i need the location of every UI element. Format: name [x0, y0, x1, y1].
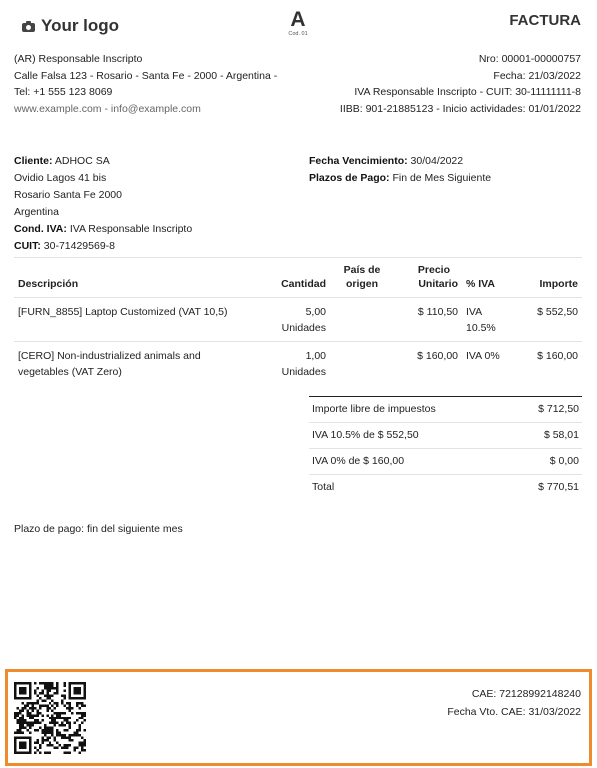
- cae-info: [447, 685, 581, 721]
- totals-total-row: [309, 475, 582, 501]
- company-responsibility: (AR) Responsable Inscripto: [14, 53, 143, 65]
- due-info: [309, 153, 491, 187]
- company-address: Calle Falsa 123 - Rosario - Santa Fe - 2000 - Argentina -: [14, 69, 278, 82]
- totals-untaxed-row: [309, 397, 582, 423]
- document-iva-cuit: IVA Responsable Inscripto - CUIT: 30-11111111-8: [354, 86, 581, 98]
- payment-term-note: Plazo de pago: fin del siguiente mes: [14, 523, 183, 535]
- totals-table: [309, 396, 582, 500]
- vat0-label: IVA 0% de $ 160,00: [312, 455, 405, 467]
- untaxed-value: $ 712,50: [538, 403, 579, 415]
- document-iibb: IIBB: 901-21885123 - Inicio actividades: 01/01/2022: [339, 102, 581, 115]
- document-number: Nro: 00001-00000757: [478, 53, 581, 65]
- document-date: Fecha: 21/03/2022: [493, 69, 581, 82]
- qr-code-icon: [14, 682, 86, 754]
- camera-icon: [22, 21, 35, 32]
- client-name-line: Cliente: ADHOC SA: [14, 155, 110, 167]
- vat0-value: $ 0,00: [549, 455, 579, 467]
- table-row: [14, 342, 582, 386]
- due-date-line: Fecha Vencimiento: 30/04/2022: [309, 155, 464, 167]
- totals-vat0-row: [309, 449, 582, 475]
- client-cuit-line: CUIT: 30-71429569-8: [14, 240, 115, 252]
- client-city: Rosario Santa Fe 2000: [14, 189, 122, 201]
- untaxed-label: Importe libre de impuestos: [312, 403, 436, 415]
- row-vat: IVA 10.5%: [466, 306, 496, 334]
- cae-number: CAE: 72128992148240: [471, 688, 581, 700]
- header-unit-price: Precio Unitario: [417, 264, 458, 290]
- document-info: [340, 51, 581, 117]
- table-row: [14, 298, 582, 342]
- row-unit-price: $ 110,50: [417, 306, 458, 318]
- header-description: Descripción: [18, 278, 79, 290]
- totals-vat105-row: [309, 423, 582, 449]
- client-info: [14, 153, 192, 255]
- vat105-value: $ 58,01: [543, 429, 579, 441]
- company-logo: [22, 16, 119, 36]
- client-iva-line: Cond. IVA: IVA Responsable Inscripto: [14, 223, 193, 235]
- header-quantity: Cantidad: [281, 278, 326, 290]
- client-country: Argentina: [14, 206, 59, 218]
- row-amount: $ 160,00: [537, 350, 578, 362]
- row-description: [FURN_8855] Laptop Customized (VAT 10,5): [18, 306, 228, 318]
- invoice-lines-table: [14, 259, 582, 385]
- header-vat: % IVA: [466, 278, 495, 290]
- row-unit-price: $ 160,00: [417, 350, 458, 362]
- vat105-label: IVA 10.5% de $ 552,50: [312, 429, 419, 441]
- invoice-letter-box: [280, 9, 316, 37]
- logo-text: Your logo: [41, 16, 120, 35]
- company-web: www.example.com - info@example.com: [14, 102, 201, 115]
- row-quantity: 5,00 Unidades: [281, 306, 326, 334]
- section-divider: [14, 257, 582, 258]
- row-vat: IVA 0%: [466, 350, 500, 362]
- header-origin: País de origen: [343, 264, 381, 290]
- client-street: Ovidio Lagos 41 bis: [14, 172, 107, 184]
- table-header-row: [14, 259, 582, 298]
- cae-due-date: Fecha Vto. CAE: 31/03/2022: [447, 706, 581, 718]
- invoice-code: Cod. 01: [288, 31, 308, 37]
- total-value: $ 770,51: [538, 481, 579, 493]
- payment-terms-line: Plazos de Pago: Fin de Mes Siguiente: [309, 172, 492, 184]
- total-label: Total: [312, 481, 335, 493]
- company-info: [14, 51, 277, 117]
- invoice-letter: A: [290, 8, 306, 31]
- row-description: [CERO] Non-industrialized animals and vegetables (VAT Zero): [18, 350, 201, 378]
- row-quantity: 1,00 Unidades: [281, 350, 326, 378]
- row-origin: [330, 298, 394, 342]
- row-amount: $ 552,50: [537, 306, 578, 318]
- company-phone: Tel: +1 555 123 8069: [14, 86, 113, 98]
- document-title: FACTURA: [509, 12, 581, 29]
- fiscal-footer: [5, 669, 592, 766]
- row-origin: [330, 342, 394, 386]
- header-amount: Importe: [539, 278, 578, 290]
